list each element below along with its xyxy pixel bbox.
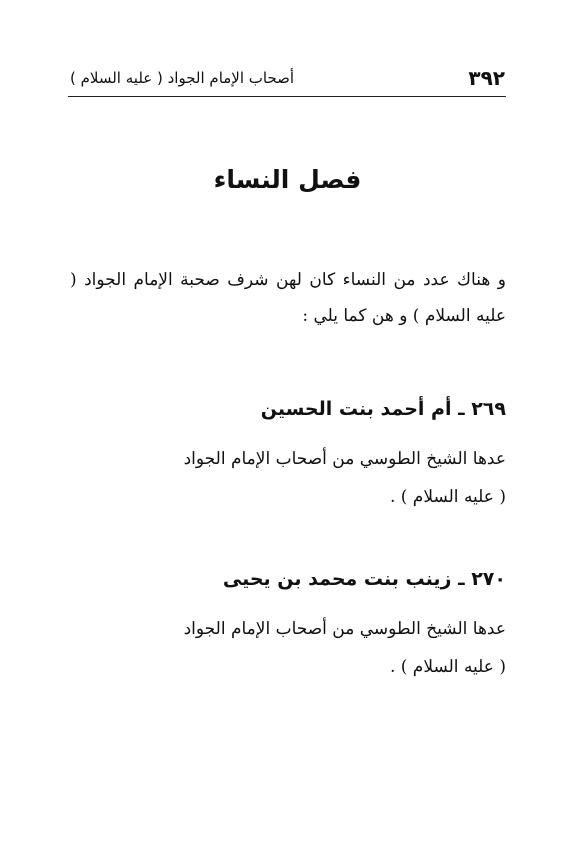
- entry-body: [70, 440, 506, 516]
- entry-269: [70, 392, 506, 516]
- entry-body-line: عدها الشيخ الطوسي من أصحاب الإمام الجواد: [183, 449, 506, 469]
- entry-heading: ٢٧٠ ـ زينب بنت محمد بن يحيى: [222, 568, 506, 590]
- entry-heading: ٢٦٩ ـ أم أحمد بنت الحسين: [260, 398, 506, 420]
- entry-body-line: ( عليه السلام ) .: [389, 487, 506, 507]
- entry-270: [70, 562, 506, 686]
- section-title: فصل النساء: [213, 165, 362, 194]
- intro-paragraph: و هناك عدد من النساء كان لهن شرف صحبة الإمام الجواد ( عليه السلام ) و هن كما يلي :: [70, 270, 506, 326]
- page-header: [70, 62, 505, 94]
- page-number: ٣٩٢: [468, 66, 505, 90]
- entry-body-line: عدها الشيخ الطوسي من أصحاب الإمام الجواد: [183, 619, 506, 639]
- header-divider: [68, 96, 506, 97]
- entry-body: [70, 610, 506, 686]
- entry-body-line: ( عليه السلام ) .: [389, 657, 506, 677]
- running-title: أصحاب الإمام الجواد ( عليه السلام ): [70, 69, 295, 87]
